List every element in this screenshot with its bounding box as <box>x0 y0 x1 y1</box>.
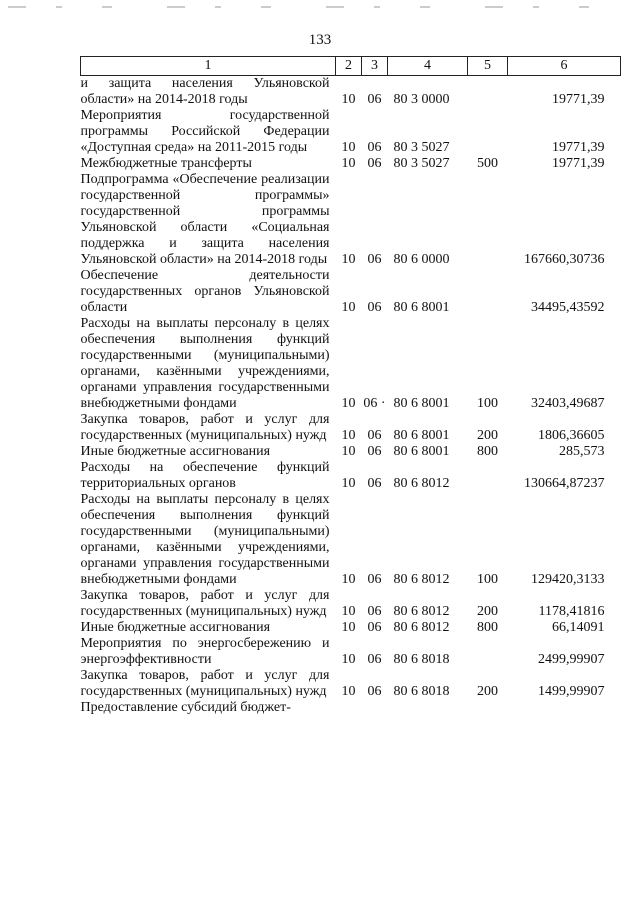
row-target-article: 80 6 8018 <box>393 652 450 667</box>
row-description: Иные бюджетные ассигнования <box>80 620 271 635</box>
row-amount: 130664,87237 <box>524 476 605 491</box>
row-subsection: 06 <box>367 428 382 443</box>
row-subsection: 06 <box>367 652 382 667</box>
row-subsection: 06 <box>367 92 382 107</box>
table-row <box>81 700 621 716</box>
row-section: 10 <box>341 476 356 491</box>
row-section: 10 <box>341 604 356 619</box>
row-subsection: 06 <box>367 684 382 699</box>
row-amount: 1178,41816 <box>538 604 605 619</box>
row-amount: 2499,99907 <box>538 652 605 667</box>
row-expense-type <box>468 172 508 268</box>
row-description: Закупка товаров, работ и услуг для государственных (муниципальных) нужд <box>80 588 330 619</box>
row-section: 10 <box>341 396 356 411</box>
row-expense-type: 200 <box>477 604 498 619</box>
row-target-article: 80 6 8001 <box>393 396 450 411</box>
row-expense-type: 500 <box>477 156 498 171</box>
row-section: 10 <box>341 252 356 267</box>
row-subsection: 06 <box>367 604 382 619</box>
row-section: 10 <box>341 300 356 315</box>
table-row <box>81 412 621 444</box>
table-row <box>81 620 621 636</box>
row-subsection: 06 <box>367 300 382 315</box>
page-number: 133 <box>308 32 332 48</box>
row-description: Иные бюджетные ассигнования <box>80 444 271 459</box>
table-row <box>81 668 621 700</box>
row-amount: 19771,39 <box>552 140 605 155</box>
row-subsection: 06 <box>367 476 382 491</box>
row-expense-type <box>468 700 508 716</box>
row-amount: 34495,43592 <box>531 300 605 315</box>
column-header-3: 3 <box>362 57 388 76</box>
scan-edge-marks <box>8 6 628 8</box>
table-row <box>81 268 621 316</box>
table-header <box>81 57 621 76</box>
row-description: Предоставление субсидий бюджет- <box>80 700 291 715</box>
row-amount: 19771,39 <box>552 156 605 171</box>
table-row <box>81 588 621 620</box>
row-section: 10 <box>341 140 356 155</box>
table-row <box>81 172 621 268</box>
row-amount <box>508 700 621 716</box>
row-expense-type: 100 <box>477 396 498 411</box>
row-amount: 1499,99907 <box>538 684 605 699</box>
row-amount: 19771,39 <box>552 92 605 107</box>
row-expense-type: 200 <box>477 428 498 443</box>
row-expense-type: 100 <box>477 572 498 587</box>
row-expense-type: 800 <box>477 620 498 635</box>
column-header-4: 4 <box>388 57 468 76</box>
row-description: Мероприятия государственной программы Российской Федерации «Доступная среда» на 2011-2015 годы <box>80 108 330 155</box>
row-amount: 167660,30736 <box>524 252 605 267</box>
row-subsection: 06 <box>367 140 382 155</box>
budget-table <box>80 56 621 716</box>
column-header-5: 5 <box>468 57 508 76</box>
row-description: и защита населения Ульяновской области» на 2014-2018 годы <box>80 76 330 107</box>
table-row <box>81 460 621 492</box>
row-expense-type <box>468 108 508 156</box>
table-row <box>81 316 621 412</box>
row-target-article: 80 3 0000 <box>393 92 450 107</box>
row-expense-type <box>468 76 508 109</box>
row-description: Расходы на обеспечение функций территориальных органов <box>80 460 330 491</box>
row-description: Мероприятия по энергосбережению и энергоэффективности <box>80 636 330 667</box>
row-target-article: 80 6 8001 <box>393 428 450 443</box>
row-description: Межбюджетные трансферты <box>80 156 252 171</box>
row-target-article <box>388 700 468 716</box>
row-expense-type: 200 <box>477 684 498 699</box>
column-header-1: 1 <box>81 57 336 76</box>
row-expense-type <box>468 268 508 316</box>
row-subsection: 06 <box>367 444 382 459</box>
row-target-article: 80 3 5027 <box>393 140 450 155</box>
row-description: Закупка товаров, работ и услуг для государственных (муниципальных) нужд <box>80 412 330 443</box>
row-subsection <box>362 700 388 716</box>
row-description: Подпрограмма «Обеспечение реализации государственной программы» государственной программы Ульяновской области «Социальная поддержка и защита населения Ульяновской области» на 2014-2018 годы <box>80 172 330 267</box>
row-section: 10 <box>341 428 356 443</box>
row-subsection: 06 <box>367 252 382 267</box>
row-section: 10 <box>341 572 356 587</box>
row-description: Обеспечение деятельности государственных органов Ульяновской области <box>80 268 330 315</box>
row-description: Закупка товаров, работ и услуг для государственных (муниципальных) нужд <box>80 668 330 699</box>
row-target-article: 80 6 8012 <box>393 620 450 635</box>
row-expense-type: 800 <box>477 444 498 459</box>
row-target-article: 80 6 8001 <box>393 300 450 315</box>
row-amount: 66,14091 <box>552 620 605 635</box>
row-amount: 1806,36605 <box>538 428 605 443</box>
table-row <box>81 636 621 668</box>
row-amount: 285,573 <box>559 444 605 459</box>
row-subsection: 06 <box>367 156 382 171</box>
row-section: 10 <box>341 92 356 107</box>
row-section: 10 <box>341 444 356 459</box>
row-subsection: 06 <box>367 620 382 635</box>
table-row <box>81 108 621 156</box>
table-row <box>81 444 621 460</box>
row-section: 10 <box>341 684 356 699</box>
row-section: 10 <box>341 652 356 667</box>
table-row <box>81 156 621 172</box>
table-row <box>81 76 621 109</box>
row-target-article: 80 6 0000 <box>393 252 450 267</box>
row-subsection: 06 · <box>363 396 386 411</box>
table-row <box>81 492 621 588</box>
row-amount: 129420,3133 <box>531 572 605 587</box>
row-expense-type <box>468 636 508 668</box>
row-description: Расходы на выплаты персоналу в целях обеспечения выполнения функций государственными (муниципальными) органами, казёнными учреждениями, органами управления государственными внебюджетными фондами <box>80 492 330 587</box>
row-section <box>336 700 362 716</box>
row-target-article: 80 6 8012 <box>393 604 450 619</box>
row-target-article: 80 6 8018 <box>393 684 450 699</box>
row-subsection: 06 <box>367 572 382 587</box>
row-description: Расходы на выплаты персоналу в целях обеспечения выполнения функций государственными (муниципальными) органами, казёнными учреждениями, органами управления государственными внебюджетными фондами <box>80 316 330 411</box>
table-body <box>81 76 621 717</box>
column-header-2: 2 <box>336 57 362 76</box>
column-header-6: 6 <box>508 57 621 76</box>
row-section: 10 <box>341 620 356 635</box>
row-target-article: 80 3 5027 <box>393 156 450 171</box>
row-section: 10 <box>341 156 356 171</box>
row-target-article: 80 6 8012 <box>393 572 450 587</box>
row-target-article: 80 6 8012 <box>393 476 450 491</box>
row-expense-type <box>468 460 508 492</box>
row-amount: 32403,49687 <box>531 396 605 411</box>
row-target-article: 80 6 8001 <box>393 444 450 459</box>
